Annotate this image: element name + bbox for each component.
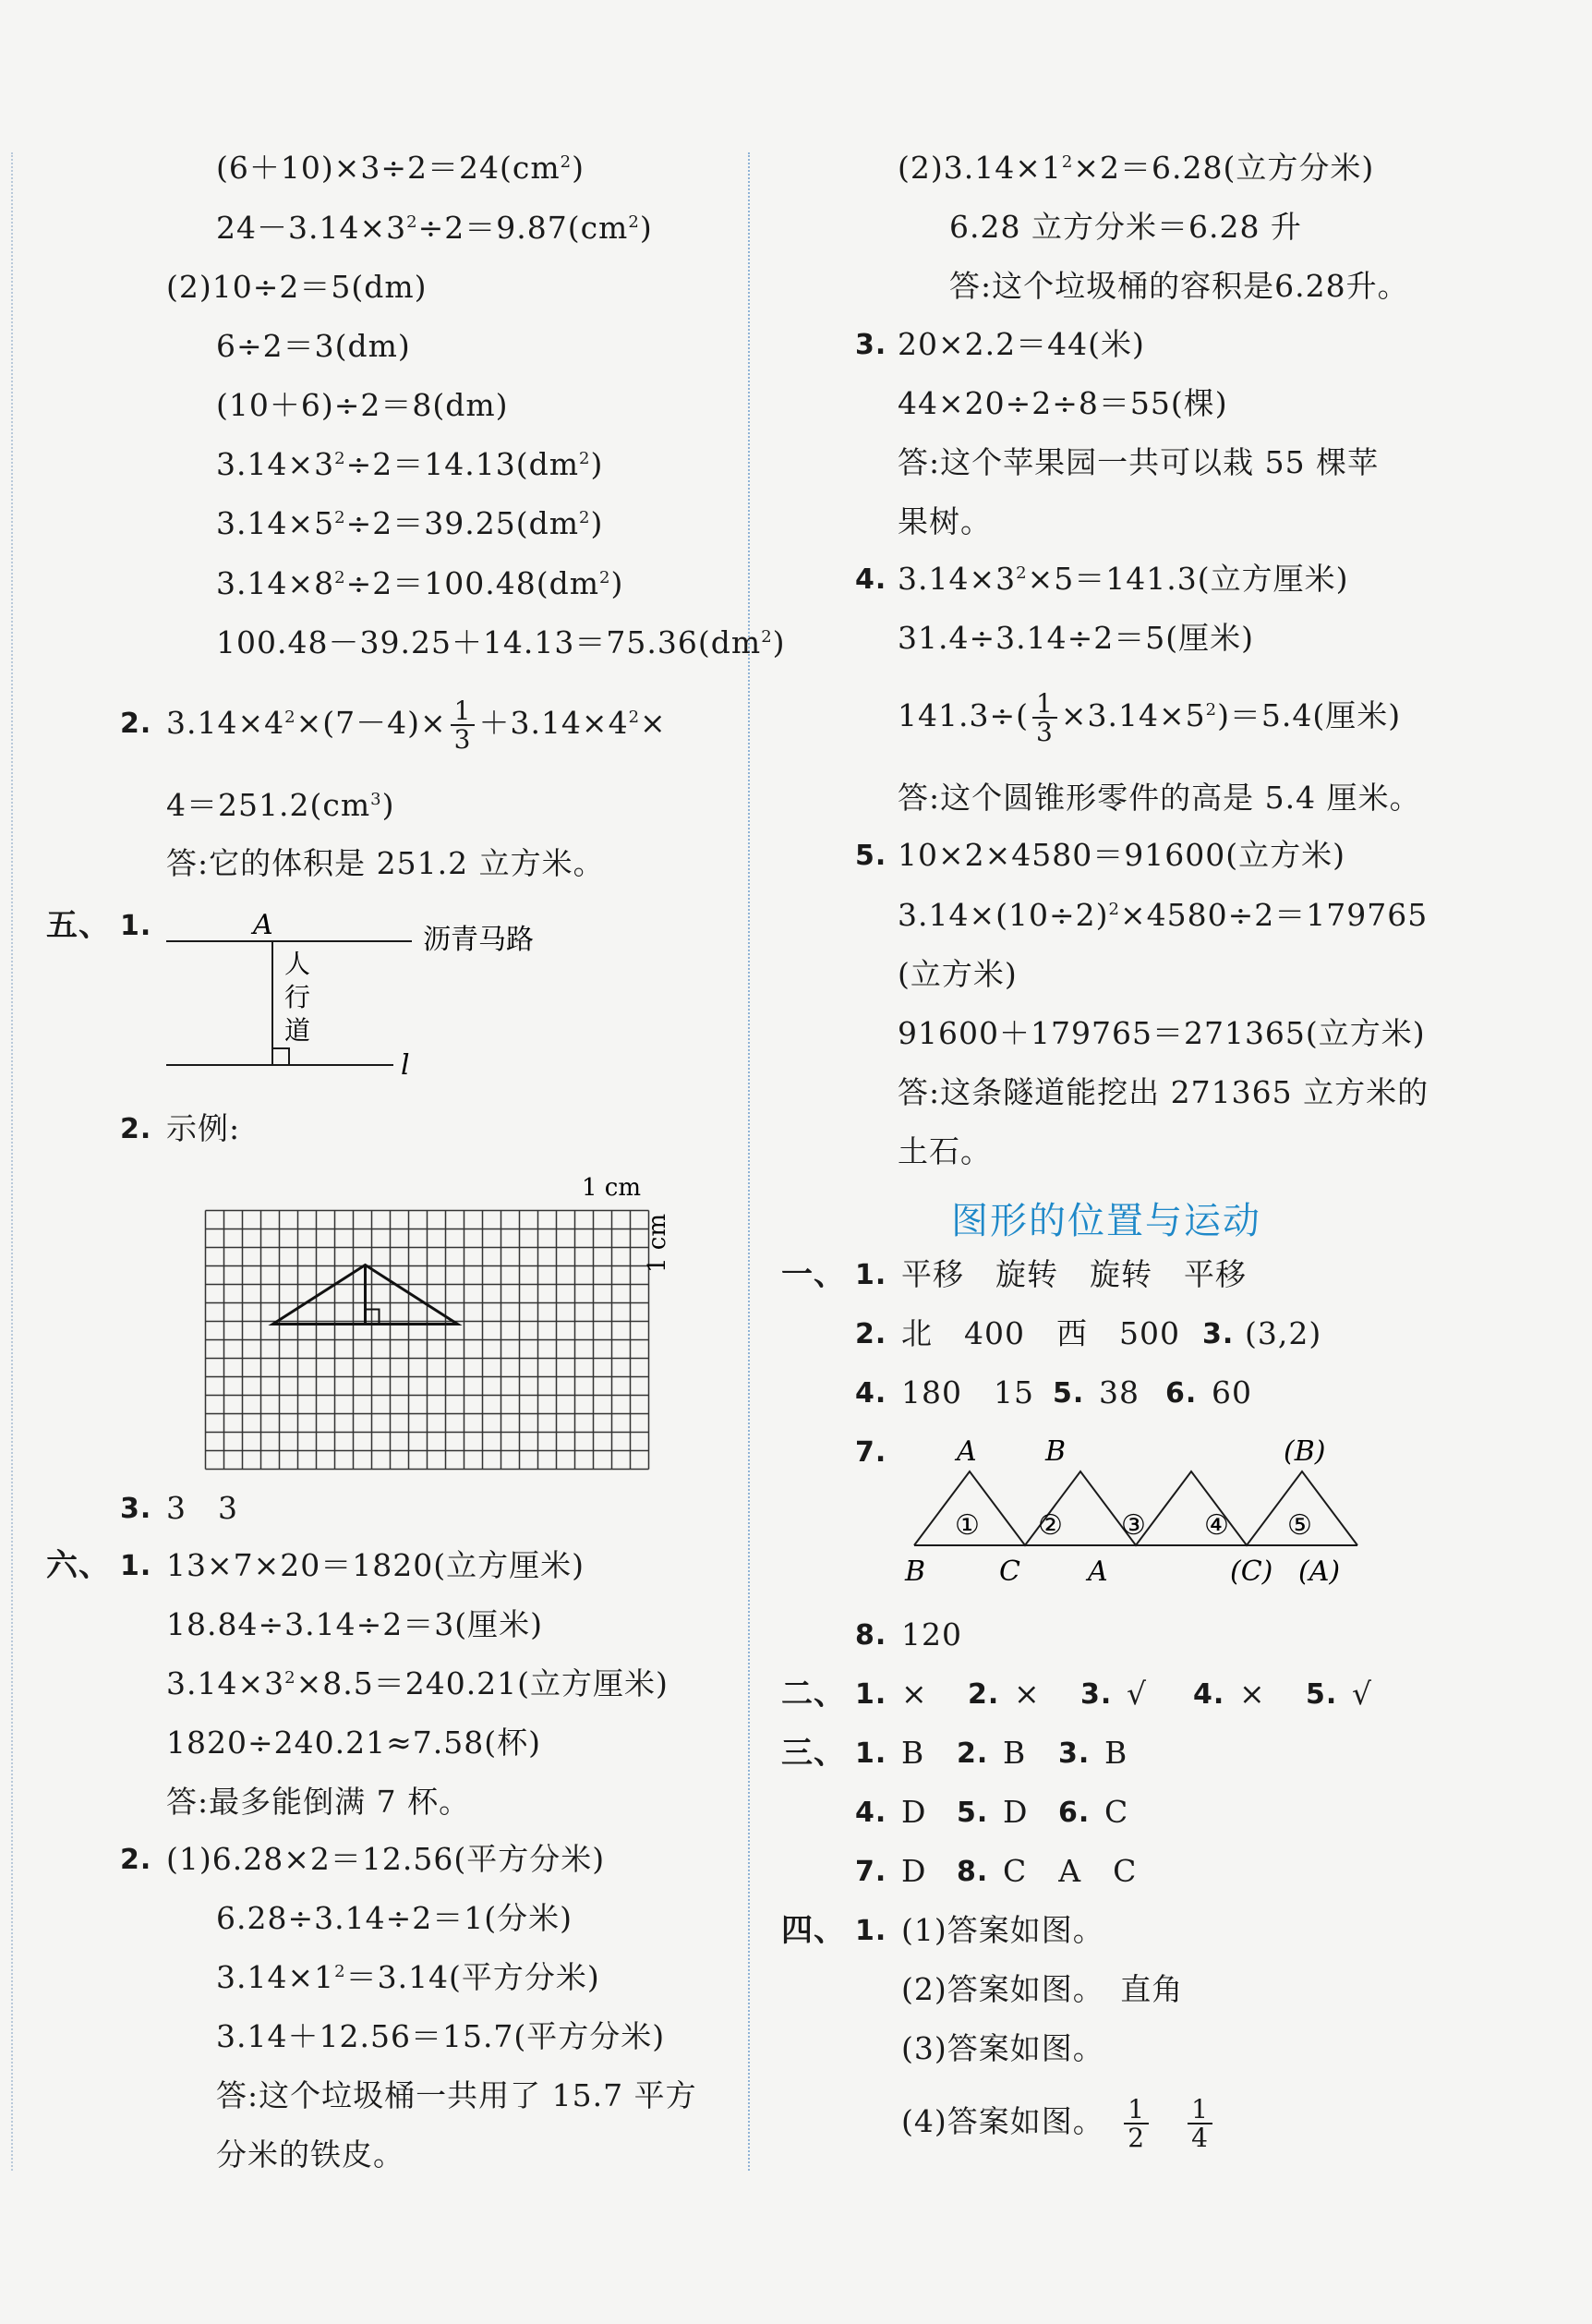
judgment: √ xyxy=(1352,1676,1373,1712)
question-number: 1. xyxy=(855,1259,887,1291)
choice: C xyxy=(1104,1794,1129,1830)
line: $3.14\times 3^2\div 2=14.13(dm^2)$ xyxy=(216,446,604,482)
answer-line: 答:这个圆锥形零件的高是 5.4 厘米。 xyxy=(898,780,1421,816)
question-number: 5. xyxy=(1306,1678,1338,1711)
vertex-label: B xyxy=(1045,1435,1067,1468)
line: $3.14\times 1^2=3.14$(平方分米) xyxy=(216,1959,600,1995)
line: 6.28 立方分米＝6.28 升 xyxy=(949,209,1302,245)
question-number: 3. xyxy=(1202,1318,1235,1350)
question-number: 4. xyxy=(1193,1678,1225,1711)
answer-line: 土石。 xyxy=(898,1133,992,1169)
section-label: 四、 xyxy=(781,1912,846,1949)
line: 答:这个垃圾桶一共用了 15.7 平方 xyxy=(216,2077,697,2113)
line: $3.14\times 5^2\div 2=39.25(dm^2)$ xyxy=(216,505,604,541)
judgment: × xyxy=(1014,1676,1041,1712)
line: (2)答案如图。 直角 xyxy=(901,1971,1184,2007)
question-number: 1. xyxy=(855,1915,887,1947)
choice: B xyxy=(901,1735,925,1771)
line: $3.14\times 4^2\times(7-4)\times$ $\frac{1}{3}$ $+3.14\times 4^2\times$ xyxy=(166,695,667,755)
line: 20×2.2＝44(米) xyxy=(898,326,1145,362)
line: 3 3 xyxy=(166,1490,238,1526)
answer-line: 果树。 xyxy=(898,503,992,539)
vertex-label: A xyxy=(957,1435,977,1468)
line: (立方米) xyxy=(898,956,1018,992)
judgment: × xyxy=(1239,1676,1266,1712)
question-number: 5. xyxy=(855,840,887,872)
section-title: 图形的位置与运动 xyxy=(951,1200,1261,1242)
section-label: 一、 xyxy=(781,1256,846,1293)
judgment: × xyxy=(901,1676,928,1712)
answer-line: 答:这个苹果园一共可以栽 55 棵苹 xyxy=(898,444,1380,480)
question-number: 7. xyxy=(855,1856,887,1888)
question-number: 2. xyxy=(120,1844,152,1876)
question-number: 3. xyxy=(120,1493,152,1525)
question-number: 7. xyxy=(855,1436,887,1469)
line: (1)6.28×2＝12.56(平方分米) xyxy=(166,1841,606,1877)
question-number: 4. xyxy=(855,1797,887,1829)
question-number: 8. xyxy=(957,1856,989,1888)
walk-label-3: 道 xyxy=(284,1015,311,1046)
line: 141.3÷( $\frac{1}{3}$ $\times 3.14\times 5^2)=5.4$(厘米) xyxy=(898,687,1402,747)
question-number: 1. xyxy=(855,1678,887,1711)
line: 示例: xyxy=(166,1110,241,1146)
question-number: 3. xyxy=(855,329,887,361)
fraction: $\frac{1}{3}$ xyxy=(451,697,476,754)
fraction: $\frac{1}{4}$ xyxy=(1188,2096,1212,2152)
question-number: 4. xyxy=(855,563,887,596)
answer-line: 答:这条隧道能挖出 271365 立方米的 xyxy=(898,1074,1429,1110)
choice: D xyxy=(901,1853,927,1889)
choice: D xyxy=(1003,1794,1029,1830)
fraction: $\frac{1}{2}$ xyxy=(1124,2096,1149,2152)
triangle-number: ⑤ xyxy=(1287,1509,1312,1542)
fraction: $\frac{1}{3}$ xyxy=(1032,690,1057,746)
column-divider xyxy=(748,152,750,2171)
line: 31.4÷3.14÷2＝5(厘米) xyxy=(898,620,1254,656)
question-number: 8. xyxy=(855,1619,887,1652)
grid xyxy=(206,1211,649,1470)
line: 6.28÷3.14÷2＝1(分米) xyxy=(216,1900,573,1936)
line: 18.84÷3.14÷2＝3(厘米) xyxy=(166,1606,543,1642)
line: 1820÷240.21≈7.58(杯) xyxy=(166,1725,541,1761)
triangles-figure xyxy=(896,1427,1413,1598)
line: $3.14\times 3^2\times 5=141.3$(立方厘米) xyxy=(898,561,1349,597)
line: $3.14\times(10\div 2)^2\times 4580\div 2=179765$ xyxy=(898,897,1429,933)
line: (2)10÷2＝5(dm) xyxy=(166,269,428,305)
question-number: 5. xyxy=(957,1797,989,1829)
unit-label-vertical: 1 cm xyxy=(644,1213,671,1273)
question-number: 2. xyxy=(120,1113,152,1145)
vertex-label: (C) xyxy=(1230,1555,1273,1588)
question-number: 2. xyxy=(968,1678,1000,1711)
vertex-label: C xyxy=(999,1555,1020,1588)
road-figure xyxy=(157,901,573,1085)
question-number: 2. xyxy=(957,1737,989,1770)
line: (4)答案如图。 $\frac{1}{2}$ $\frac{1}{4}$ xyxy=(901,2089,1216,2154)
question-number: 6. xyxy=(1165,1377,1198,1410)
road-label: 沥青马路 xyxy=(423,924,534,956)
question-number: 2. xyxy=(120,708,152,740)
question-number: 3. xyxy=(1058,1737,1091,1770)
vertex-label: (A) xyxy=(1298,1555,1341,1588)
line: 44×20÷2÷8＝55(棵) xyxy=(898,385,1228,421)
question-number: 6. xyxy=(1058,1797,1091,1829)
line: 60 xyxy=(1212,1374,1252,1410)
left-margin-line xyxy=(11,152,13,2171)
question-number: 1. xyxy=(855,1737,887,1770)
line: 6÷2＝3(dm) xyxy=(216,328,411,364)
line: 答:最多能倒满 7 杯。 xyxy=(166,1784,471,1820)
vertex-label: A xyxy=(1088,1555,1108,1588)
line: $100.48-39.25+14.13=75.36(dm^2)$ xyxy=(216,624,786,660)
line: (3)答案如图。 xyxy=(901,2030,1104,2066)
right-angle-mark xyxy=(272,1048,289,1065)
line: $(6+10)\times 3\div 2=24(cm^2)$ xyxy=(216,150,585,186)
section-label: 二、 xyxy=(781,1676,846,1713)
line: $4=251.2(cm^3)$ xyxy=(166,787,395,823)
line: 3.14＋12.56＝15.7(平方分米) xyxy=(216,2018,666,2054)
line: 13×7×20＝1820(立方厘米) xyxy=(166,1547,585,1583)
line: 180 15 xyxy=(901,1374,1034,1410)
line: 10×2×4580＝91600(立方米) xyxy=(898,837,1345,873)
point-a-label: A xyxy=(253,909,273,941)
answer-line: 答:这个垃圾桶的容积是6.28升。 xyxy=(949,268,1409,304)
vertex-label: B xyxy=(905,1555,926,1588)
line: (3,2) xyxy=(1245,1315,1322,1351)
line: $3.14\times 3^2\times 8.5=240.21$(立方厘米) xyxy=(166,1665,669,1701)
question-number: 5. xyxy=(1053,1377,1085,1410)
choice: D xyxy=(901,1794,927,1830)
unit-label-horizontal: 1 cm xyxy=(582,1174,642,1202)
triangle-number: ④ xyxy=(1204,1509,1229,1542)
line: 91600＋179765＝271365(立方米) xyxy=(898,1015,1426,1051)
grid-figure xyxy=(185,1164,702,1478)
question-number: 1. xyxy=(120,910,152,942)
line: 平移 旋转 旋转 平移 xyxy=(901,1256,1247,1292)
line: (1)答案如图。 xyxy=(901,1912,1104,1948)
walk-label-1: 人 xyxy=(284,949,311,979)
section-label: 三、 xyxy=(781,1735,846,1772)
triangle-number: ③ xyxy=(1121,1509,1146,1542)
section-label: 六、 xyxy=(46,1547,111,1584)
line: 38 xyxy=(1099,1374,1140,1410)
judgment: √ xyxy=(1127,1676,1148,1712)
answer-line: 答:它的体积是 251.2 立方米。 xyxy=(166,845,605,881)
triangle-number: ① xyxy=(955,1509,980,1542)
line: $3.14\times 8^2\div 2=100.48(dm^2)$ xyxy=(216,565,624,601)
choice: B xyxy=(1104,1735,1128,1771)
question-number: 2. xyxy=(855,1318,887,1350)
line-l-label: l xyxy=(401,1049,410,1082)
line: 分米的铁皮。 xyxy=(216,2136,404,2173)
line: (10＋6)÷2＝8(dm) xyxy=(216,387,509,423)
choice: B xyxy=(1003,1735,1027,1771)
question-number: 1. xyxy=(120,1550,152,1582)
line: $(2)3.14\times 1^2\times 2=6.28$(立方分米) xyxy=(898,150,1375,186)
section-label: 五、 xyxy=(46,907,111,944)
line: 北 400 西 500 xyxy=(901,1315,1180,1351)
line: $24-3.14\times 3^2\div 2=9.87(cm^2)$ xyxy=(216,210,653,246)
walk-label-2: 行 xyxy=(284,982,311,1012)
triangle-number: ② xyxy=(1038,1509,1063,1542)
line: 120 xyxy=(901,1616,962,1652)
choice: C A C xyxy=(1003,1853,1138,1889)
vertex-label: (B) xyxy=(1284,1435,1326,1468)
question-number: 3. xyxy=(1080,1678,1113,1711)
question-number: 4. xyxy=(855,1377,887,1410)
